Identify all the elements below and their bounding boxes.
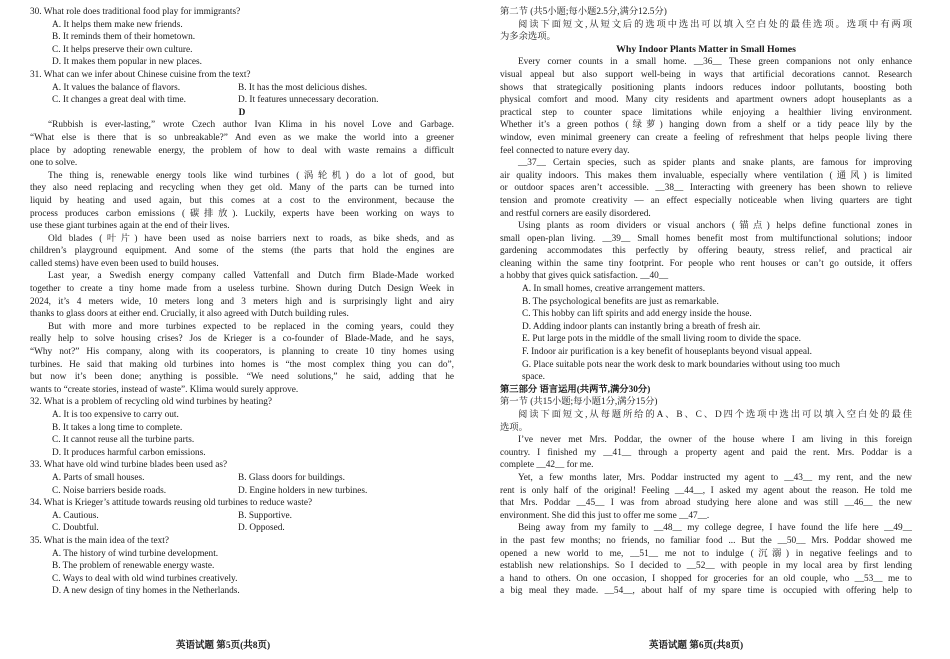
text-line: practical step to counter space limitations while enjoying a healthier living environment. — [500, 107, 912, 118]
text-line: they also need replacing and recycling when they get old. Many of the parts can be turned into — [30, 183, 454, 194]
text-line: together to create a tiny home made from a useless turbine. Shown during Dutch Design Week in — [30, 284, 454, 295]
text-line: 阅读下面短文,从短文后的选项中选出可以填入空白处的最佳选项。选项中有两项 — [518, 19, 912, 30]
option-text: C. It changes a great deal with time. — [52, 95, 186, 106]
option-text: A. Cautious. — [52, 510, 99, 521]
text-line: 34. What is Krieger’s attitude towards reusing old turbines to reduce waste? — [30, 498, 313, 509]
text-line: air quality indoors. This makes them invaluable, especially where ventilation (通风) is limited — [500, 170, 912, 181]
text-line: D. Adding indoor plants can instantly bring a breath of fresh air. — [522, 321, 761, 332]
text-line: B. The problem of renewable energy waste. — [52, 561, 215, 572]
text-line: Last year, a Swedish energy company called Vattenfall and Dutch firm Blade-Made worked — [48, 271, 454, 282]
text-line: But with more and more turbines expected to be replaced in the coming years, could they — [48, 321, 454, 332]
text-line: 32. What is a problem of recycling old wind turbines by heating? — [30, 397, 273, 408]
text-line: or outdoor spaces aren’t accessible. __38__ Interacting with greenery has been shown to relieve — [500, 183, 912, 194]
text-line: gardening accommodates this perfectly by offering beauty, stress relief, and practical air — [500, 246, 912, 257]
text-line: Yet, a few months later, Mrs. Poddar instructed my agent to __43__ my rent, and the new — [518, 472, 912, 483]
text-line — [30, 94, 454, 107]
text-line: 2024, it’s 4 meters wide, 10 meters long and 3 meters high and is surprisingly light and airy — [30, 296, 454, 307]
text-line: I’ve never met Mrs. Poddar, the owner of the house where I am living in this foreign — [518, 435, 912, 446]
text-line: small open-plan living. __39__ Small homes benefit most from multifunctional solutions; indoor — [500, 233, 912, 244]
text-line: A. In small homes, creative arrangement matters. — [522, 284, 706, 295]
text-line: thanks to glass doors at either end. Crucially, it also agreed with Dutch building rules. — [30, 309, 349, 320]
text-line: window, even minimal greenery can create a feeling of refreshment that helps people living there — [500, 132, 912, 143]
text-line: cleaning within the same tiny footprint. For people who rent houses or can’t go outside, it offers — [500, 258, 912, 269]
text-line: Old blades (叶片) have been used as noise barriers next to roads, as bike sheds, and as — [48, 233, 454, 244]
text-line: use these giant turbines again at the end of their lives. — [30, 221, 230, 232]
text-line: rent is only half of the original! Feeling __44__, I asked my agent about the reason. He told me — [500, 485, 912, 496]
text-line: called stems) have even been used to build houses. — [30, 258, 219, 269]
text-line: a big meal they made. __54__, about half of my spare time is occupied with offering help to — [500, 586, 912, 597]
text-line: 阅读下面短文,从每题所给的A、B、C、D四个选项中选出可以填入空白处的最佳 — [518, 410, 912, 420]
text-line: opened a new world to me, __51__ me not to indulge (沉溺) in negative feelings and to — [500, 548, 912, 559]
option-text: D. It features unnecessary decoration. — [238, 95, 379, 106]
text-line: 第二节 (共5小题;每小题2.5分,满分12.5分) — [500, 7, 667, 17]
text-line: one to solve. — [30, 158, 78, 169]
left-column — [30, 6, 454, 598]
text-line: and restful corners are easily disordered. — [500, 208, 651, 219]
text-line: F. Indoor air purification is a key benefit of houseplants beyond visual appeal. — [522, 347, 812, 358]
text-line: C. This hobby can lift spirits and add energy inside the house. — [522, 309, 752, 320]
text-line: D. It makes them popular in new places. — [52, 57, 202, 68]
text-line — [30, 485, 454, 498]
option-text: B. It has the most delicious dishes. — [238, 82, 368, 93]
text-line: environment. She did this just to offer me some __47__. — [500, 510, 710, 521]
text-line: E. Put large pots in the middle of the small living room to divide the space. — [522, 334, 801, 345]
option-text: C. Noise barriers beside roads. — [52, 485, 167, 496]
text-line: tension and promote creativity — an effect especially noticeable when living quarters are tight — [500, 195, 912, 206]
text-line — [30, 82, 454, 95]
text-line: complete __42__ for me. — [500, 460, 594, 471]
text-line — [30, 472, 454, 485]
text-line: D. It produces harmful carbon emissions. — [52, 447, 206, 458]
text-line: Using plants as room dividers or visual anchors (锚点) helps define functional zones in — [518, 221, 912, 232]
text-line: place by adopting renewable energy, the problem of how to deal with waste remains a difficult — [30, 145, 454, 156]
text-line: space. — [522, 372, 545, 383]
text-line: visual appeal but also support well-being in ways that artificial decorations cannot. Research — [500, 69, 912, 80]
text-line — [30, 510, 454, 523]
text-line: B. It takes a long time to complete. — [52, 422, 183, 433]
text-line: really help to solve housing crises? Jos de Krieger is a co-founder of Blade-Made, and he says, — [30, 334, 454, 345]
text-line: turbines. He said that making old turbines into homes is “the most complex thing you can do”, — [30, 359, 454, 370]
text-line: but now it’s been done; anything is possible. “We need solutions,” he said, adding that he — [30, 372, 454, 383]
text-line: A. The history of wind turbine development. — [52, 548, 219, 559]
text-line: children’s playground equipment. And some of the stems (the parts that hold the engines are — [30, 246, 454, 257]
text-line: physical comfort and mood. Many city residents and apartment owners adopt houseplants as a — [500, 95, 912, 106]
text-line: A. It is too expensive to carry out. — [52, 410, 179, 420]
text-line: shows that strategically positioning plants indoors reduces indoor pollutants, boosting both — [500, 82, 912, 93]
text-line: 33. What have old wind turbine blades been used as? — [30, 460, 228, 471]
text-line: C. It helps preserve their own culture. — [52, 44, 193, 55]
text-line: a hobby that gives quick satisfaction. __40__ — [500, 271, 669, 282]
text-line: C. It cannot reuse all the turbine parts. — [52, 435, 195, 446]
text-line: C. Ways to deal with old wind turbines creatively. — [52, 573, 238, 584]
page-footer-right: 英语试题 第6页(共8页) — [649, 641, 744, 651]
text-line: 选项。 — [500, 422, 528, 433]
text-line: A. It helps them make new friends. — [52, 19, 183, 30]
option-text: C. Doubtful. — [52, 523, 99, 534]
text-line: establish new relationships. So I decided to __52__ with people in my local area by first lending — [500, 561, 912, 572]
text-line: “Rubbish is ever-lasting,” wrote Czech author Ivan Klima in his novel Love and Garbage. — [48, 120, 454, 131]
text-line: “What else is there that is so unbreakable?” And even as we make the world into a greener — [30, 132, 454, 143]
text-line: D — [238, 107, 246, 118]
option-text: D. Opposed. — [238, 523, 285, 534]
text-line: a hand to others. On one occasion, I shopped for groceries for an old couple, who __53__ me to — [500, 573, 912, 584]
text-line: G. Place suitable pots near the work desk to mark boundaries without using too much — [522, 359, 840, 370]
option-text: B. Supportive. — [238, 510, 292, 521]
text-line: wants to “create stories, instead of waste”. Klima would surely approve. — [30, 384, 299, 395]
text-line: B. The psychological benefits are just as remarkable. — [522, 296, 719, 307]
right-column — [500, 6, 912, 598]
text-line: B. It reminds them of their hometown. — [52, 32, 196, 43]
text-line: 35. What is the main idea of the text? — [30, 535, 169, 546]
text-line: __37__ Certain species, such as spider plants and snake plants, are famous for improving — [518, 158, 912, 169]
text-line: 31. What can we infer about Chinese cuisine from the text? — [30, 69, 251, 80]
text-line: in the past few months; no friends, no familiar food ... But the __50__ Mrs. Poddar showed me — [500, 535, 912, 546]
text-line: Why Indoor Plants Matter in Small Homes — [616, 43, 796, 55]
text-line: 第一节 (共15小题;每小题1分,满分15分) — [500, 397, 658, 408]
text-line: country. I finished my __41__ through a property agent and paid the rent. Mrs. Poddar is a — [500, 447, 912, 458]
text-line: liquid by heating and used again, but this comes at a cost to the environment, because the — [30, 195, 454, 206]
text-line: that Mrs. Poddar __45__ I was from abroad studying here alone and was still __46__ the new — [500, 498, 912, 509]
option-text: B. Glass doors for buildings. — [238, 472, 345, 483]
text-line: The thing is, renewable energy tools like wind turbines (涡轮机) do a lot of good, but — [48, 170, 454, 181]
option-text: A. Parts of small houses. — [52, 472, 145, 483]
text-line: Every corner counts in a small home. __36__ These green companions not only enhance — [518, 57, 912, 68]
text-line: 为多余选项。 — [500, 32, 556, 43]
text-line — [30, 522, 454, 535]
text-line: process produces carbon emissions (碳排放). Luckily, experts have been working on ways to — [30, 208, 454, 219]
text-line: “Why not?” His company, along with its cooperators, is planning to create 10 tiny homes using — [30, 347, 454, 358]
option-text: A. It values the balance of flavors. — [52, 82, 181, 93]
text-line: Being away from my family to __48__ my college degree, I have found the life here __49__ — [518, 523, 912, 534]
option-text: D. Engine holders in new turbines. — [238, 485, 368, 496]
text-line: 30. What role does traditional food play for immigrants? — [30, 7, 241, 17]
page-footer-left: 英语试题 第5页(共8页) — [176, 641, 271, 651]
text-line: 第三部分 语言运用(共两节,满分30分) — [500, 384, 651, 395]
text-line: feel connected to nature every day. — [500, 145, 630, 156]
text-line: D. A new design of tiny homes in the Netherlands. — [52, 586, 240, 597]
text-line: Whether it’s a green pothos (绿萝) hanging down from a shelf or a tidy peace lily by the — [500, 120, 912, 131]
